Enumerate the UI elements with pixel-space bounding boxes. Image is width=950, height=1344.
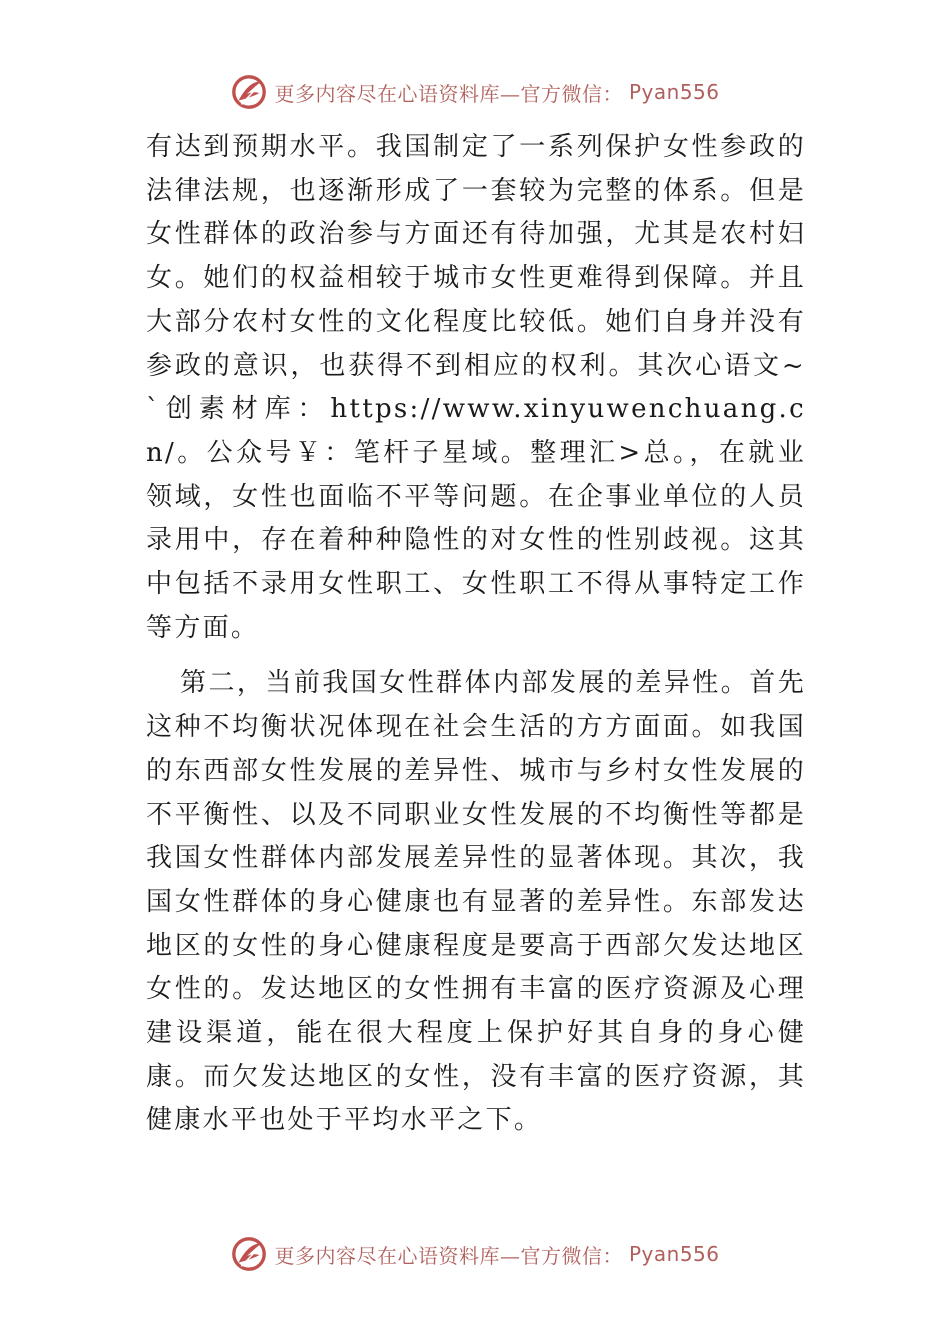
header-banner (0, 70, 950, 114)
header-wechat-id: Pyan556 (628, 80, 720, 104)
brand-logo-icon (230, 1235, 268, 1273)
paragraph-2: 第二，当前我国女性群体内部发展的差异性。首先这种不均衡状况体现在社会生活的方方面面。如我国的东西部女性发展的差异性、城市与乡村女性发展的不平衡性、以及不同职业女性发展的不均衡性等都是我国女性群体内部发展差异性的显著体现。其次，我国女性群体的身心健康也有显著的差异性。东部发达地区的女性的身心健康程度是要高于西部欠发达地区女性的。发达地区的女性拥有丰富的医疗资源及心理建设渠道，能在很大程度上保护好其自身的身心健康。而欠发达地区的女性，没有丰富的医疗资源，其健康水平也处于平均水平之下。 (146, 668, 806, 1136)
brand-logo-icon (230, 73, 268, 111)
footer-banner-text: 更多内容尽在心语资料库—官方微信： (274, 1243, 623, 1268)
footer-banner (0, 1232, 950, 1276)
header-banner-text: 更多内容尽在心语资料库—官方微信： (274, 81, 623, 106)
paragraph-1: 有达到预期水平。我国制定了一系列保护女性参政的法律法规，也逐渐形成了一套较为完整的体系。但是女性群体的政治参与方面还有待加强，尤其是农村妇女。她们的权益相较于城市女性更难得到保障。并且大部分农村女性的文化程度比较低。她们自身并没有参政的意识，也获得不到相应的权利。其次心语文~`创素材库：https://www.xinyuwenchuang.cn/。公众号￥：笔杆子星域。整理汇>总。，在就业领域，女性也面临不平等问题。在企事业单位的人员录用中，存在着种种隐性的对女性的性别歧视。这其中包括不录用女性职工、女性职工不得从事特定工作等方面。 (146, 132, 806, 643)
footer-wechat-id: Pyan556 (628, 1242, 720, 1266)
document-body (146, 126, 806, 1143)
